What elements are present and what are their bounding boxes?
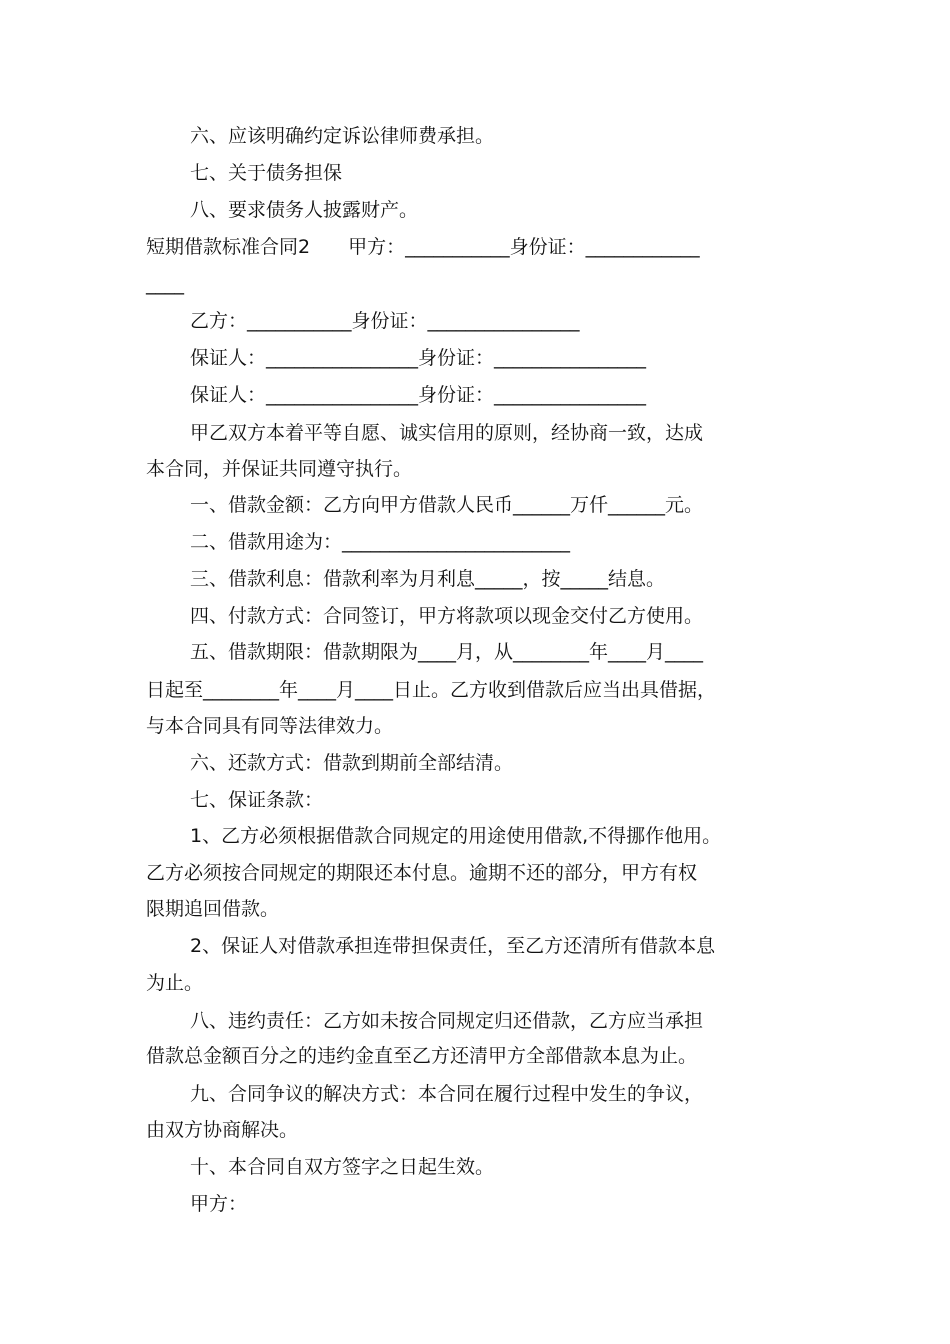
party-a-signature-line: 甲方： bbox=[190, 1193, 248, 1215]
text-line: 六、应该明确约定诉讼律师费承担。 bbox=[190, 125, 495, 147]
contract-title-line: 短期借款标准合同2 甲方：___________身份证：____________ bbox=[146, 236, 700, 258]
sub-clause-line: 2、保证人对借款承担连带担保责任，至乙方还清所有借款本息 bbox=[190, 935, 716, 957]
guarantor-line: 保证人：________________身份证：________________ bbox=[190, 347, 647, 369]
clause-line: 八、违约责任：乙方如未按合同规定归还借款，乙方应当承担 bbox=[190, 1010, 704, 1032]
party-b-line: 乙方：___________身份证：________________ bbox=[190, 310, 580, 332]
text-line: 日起至________年____月____日止。乙方收到借款后应当出具借据， bbox=[146, 679, 717, 701]
text-line: 为止。 bbox=[146, 972, 204, 994]
text-line: 本合同，并保证共同遵守执行。 bbox=[146, 458, 413, 480]
guarantor-line: 保证人：________________身份证：________________ bbox=[190, 384, 647, 406]
text-line: 甲乙双方本着平等自愿、诚实信用的原则，经协商一致，达成 bbox=[190, 422, 704, 444]
clause-line: 四、付款方式：合同签订，甲方将款项以现金交付乙方使用。 bbox=[190, 605, 704, 627]
text-line: 由双方协商解决。 bbox=[146, 1119, 299, 1141]
sub-clause-line: 1、乙方必须根据借款合同规定的用途使用借款,不得挪作他用。 bbox=[190, 825, 722, 847]
clause-line: 六、还款方式：借款到期前全部结清。 bbox=[190, 752, 514, 774]
text-line: 乙方必须按合同规定的期限还本付息。逾期不还的部分，甲方有权 bbox=[146, 862, 698, 884]
text-line: 限期追回借款。 bbox=[146, 898, 280, 920]
text-line: 与本合同具有同等法律效力。 bbox=[146, 715, 394, 737]
clause-line: 九、合同争议的解决方式：本合同在履行过程中发生的争议， bbox=[190, 1083, 704, 1105]
clause-line: 二、借款用途为：________________________ bbox=[190, 531, 571, 553]
clause-line: 七、保证条款： bbox=[190, 789, 324, 811]
text-line: 借款总金额百分之的违约金直至乙方还清甲方全部借款本息为止。 bbox=[146, 1045, 698, 1067]
clause-line: 十、本合同自双方签字之日起生效。 bbox=[190, 1156, 495, 1178]
text-line: ____ bbox=[146, 273, 184, 295]
clause-line: 五、借款期限：借款期限为____月，从________年____月____ bbox=[190, 641, 704, 663]
clause-line: 一、借款金额：乙方向甲方借款人民币______万仟______元。 bbox=[190, 494, 704, 516]
clause-line: 三、借款利息：借款利率为月利息_____，按_____结息。 bbox=[190, 568, 666, 590]
text-line: 七、关于债务担保 bbox=[190, 162, 343, 184]
text-line: 八、要求债务人披露财产。 bbox=[190, 199, 419, 221]
